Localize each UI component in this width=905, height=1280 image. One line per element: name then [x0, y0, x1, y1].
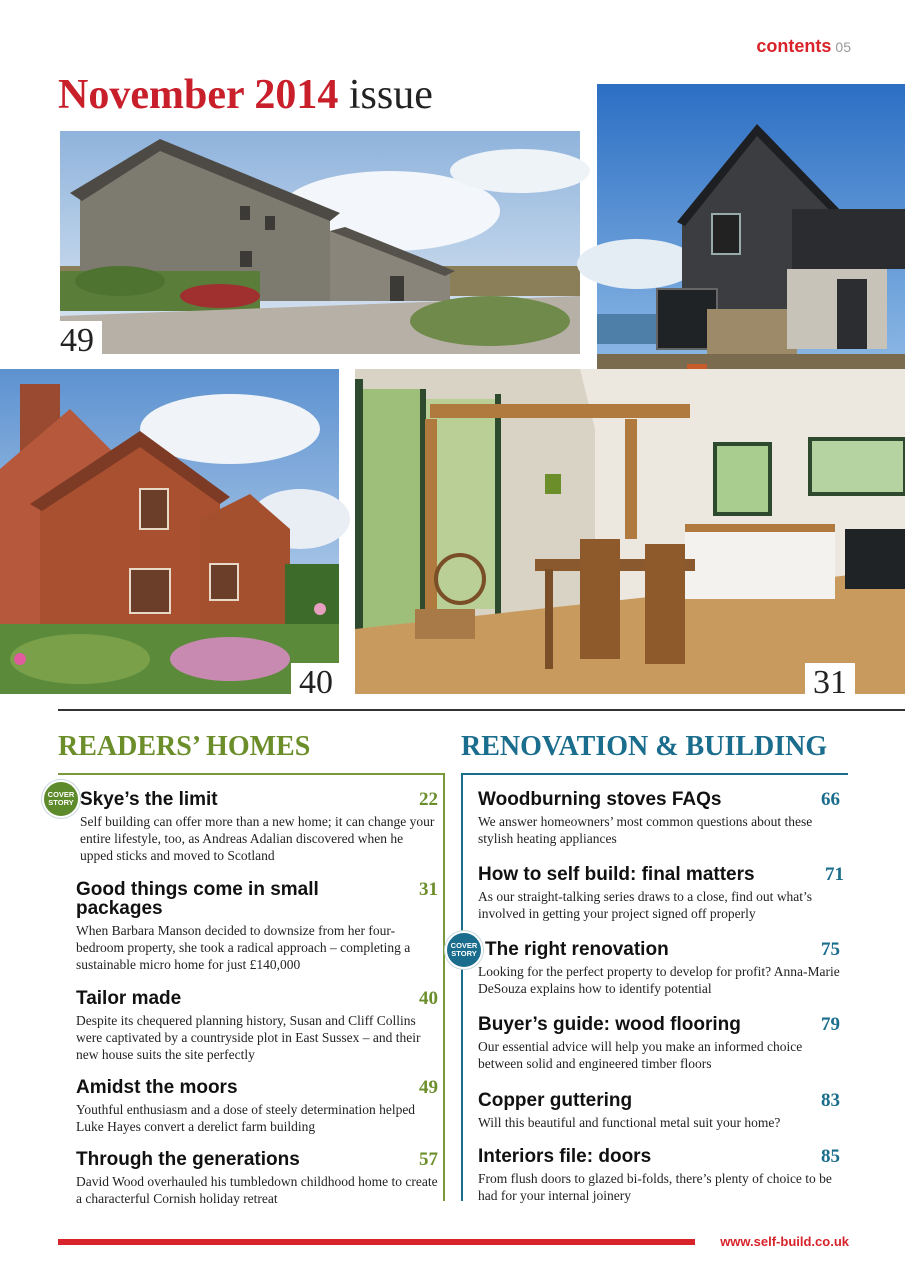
photo-page-number: 31	[805, 663, 855, 703]
entry-description: Will this beautiful and functional metal suit your home?	[478, 1115, 781, 1130]
issue-title	[58, 70, 433, 120]
toc-entry[interactable]	[76, 880, 438, 973]
divider	[58, 773, 444, 775]
barn-photo[interactable]	[60, 131, 580, 359]
divider	[443, 773, 445, 1201]
contents-label: contents	[756, 36, 832, 56]
entry-description: When Barbara Manson decided to downsize from her four-bedroom property, she took a radical approach – completing a sustainable micro home for just £140,000	[76, 923, 411, 972]
entry-page-number: 57	[419, 1149, 438, 1170]
readers-homes-heading: READERS’ HOMES	[58, 731, 311, 762]
entry-page-number: 31	[419, 879, 438, 900]
entry-page-number: 22	[419, 789, 438, 810]
cover-story-badge	[42, 780, 80, 818]
entry-title: Skye’s the limit	[80, 789, 218, 810]
entry-page-number: 79	[821, 1014, 840, 1035]
entry-description: Self building can offer more than a new home; it can change your entire lifestyle, too, as Andreas Adalian discovered when he upped sticks and moved to Scotland	[80, 814, 435, 863]
entry-page-number: 85	[821, 1146, 840, 1167]
entry-title: Buyer’s guide: wood flooring	[478, 1014, 741, 1035]
entry-page-number: 66	[821, 789, 840, 810]
website-link[interactable]: www.self-build.co.uk	[720, 1234, 849, 1249]
entry-description: We answer homeowners’ most common questions about these stylish heating appliances	[478, 814, 813, 846]
entry-description: From flush doors to glazed bi-folds, there’s plenty of choice to be had for your internal joinery	[478, 1171, 832, 1203]
section-label	[756, 36, 851, 57]
issue-date: November 2014	[58, 72, 339, 118]
entry-title: Good things come in small packages	[76, 879, 319, 919]
entry-page-number: 83	[821, 1090, 840, 1111]
entry-page-number: 49	[419, 1077, 438, 1098]
skye-house-photo[interactable]	[597, 84, 905, 414]
entry-title: Interiors file: doors	[478, 1146, 652, 1167]
badge-text: STORY	[48, 798, 74, 807]
badge-text: STORY	[451, 949, 477, 958]
entry-page-number: 40	[419, 988, 438, 1009]
entry-title: Tailor made	[76, 988, 182, 1009]
renovation-building-heading: RENOVATION & BUILDING	[461, 731, 828, 762]
toc-entry[interactable]	[478, 1015, 840, 1072]
entry-title: Amidst the moors	[76, 1077, 238, 1098]
entry-title: The right renovation	[485, 939, 669, 960]
entry-title: Through the generations	[76, 1149, 300, 1170]
toc-entry[interactable]	[478, 1147, 840, 1204]
entry-description: Despite its chequered planning history, Susan and Cliff Collins were captivated by a countryside plot in East Sussex – and their new house suits the site perfectly	[76, 1013, 421, 1062]
brick-house-photo[interactable]	[0, 369, 339, 701]
entry-description: As our straight-talking series draws to a close, find out what’s involved in getting your project signed off properly	[478, 889, 813, 921]
divider	[461, 773, 848, 775]
page-number: 05	[835, 39, 851, 55]
entry-page-number: 75	[821, 939, 840, 960]
toc-entry[interactable]	[478, 790, 840, 847]
photo-page-number: 49	[52, 321, 102, 361]
toc-entry[interactable]	[76, 989, 438, 1063]
badge-text: COVER	[47, 790, 75, 799]
toc-entry[interactable]	[80, 790, 438, 864]
entry-title: How to self build: final matters	[478, 864, 755, 885]
entry-description: Youthful enthusiasm and a dose of steely determination helped Luke Hayes convert a derelict farm building	[76, 1102, 416, 1134]
entry-description: Our essential advice will help you make an informed choice between solid and engineered timber floors	[478, 1039, 803, 1071]
entry-title: Woodburning stoves FAQs	[478, 789, 722, 810]
entry-title: Copper guttering	[478, 1090, 633, 1111]
micro-home-interior-photo[interactable]	[355, 369, 905, 701]
badge-text: COVER	[450, 941, 478, 950]
issue-word: issue	[348, 72, 433, 118]
toc-entry[interactable]	[478, 1091, 840, 1131]
footer-bar	[58, 1239, 695, 1245]
toc-entry[interactable]	[76, 1150, 438, 1207]
entry-page-number: 71	[825, 864, 844, 885]
divider	[58, 709, 905, 711]
toc-entry[interactable]	[76, 1078, 438, 1135]
entry-description: David Wood overhauled his tumbledown childhood home to create a characterful Cornish holiday retreat	[76, 1174, 438, 1206]
entry-description: Looking for the perfect property to develop for profit? Anna-Marie DeSouza explains how to identify potential	[478, 964, 840, 996]
divider	[461, 773, 463, 1201]
toc-entry[interactable]	[478, 865, 844, 922]
toc-entry[interactable]	[478, 939, 840, 997]
photo-page-number: 40	[291, 663, 341, 703]
